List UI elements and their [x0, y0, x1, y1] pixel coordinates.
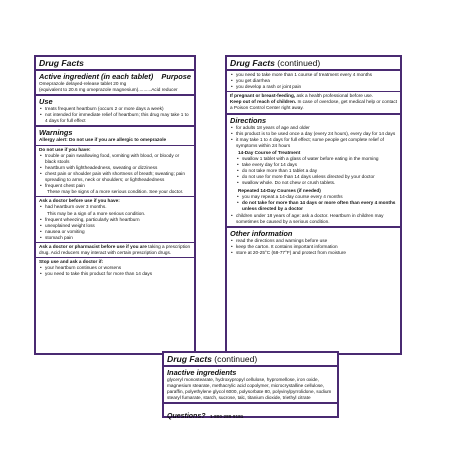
other-info-item: • store at 20-25°C (68-77°F) and protect from moisture [236, 250, 397, 256]
repeat-heading: Repeated 14-Day Courses (if needed) [238, 187, 321, 193]
ask-doctor-item: • unexplained weight loss [45, 223, 191, 229]
questions-section [164, 404, 337, 424]
course-item: • swallow whole. Do not chew or crush tablets. [242, 180, 397, 186]
active-ingredient-section [36, 71, 194, 94]
inactive-text: glyceryl monostearate, hydroxypropyl cellulose, hypromellose, iron oxide, magnesium stearate, methacrylic acid copolymer, microcrystalline cellulose, paraffin, polyethylene glycol 6000, polysorbate 80, polyvinylpyrrolidone, sodium stearyl fumarate, starch, sucrose, talc, titanium dioxide, triethyl citrate [167, 377, 332, 401]
drug-facts-panel-right [225, 55, 402, 355]
other-info-item: • read the directions and warnings before use [236, 238, 397, 244]
active-line-2: (equivalent to 20.6 mg omeprazole magnesium)..........Acid reducer [39, 87, 178, 93]
stop-use-item: • you develop a rash or joint pain [236, 84, 397, 90]
panel-title: Drug Facts [39, 58, 84, 68]
use-section [36, 96, 194, 125]
stop-use-item: • you need to take this product for more than 14 days [45, 271, 191, 277]
other-info-heading: Other information [230, 229, 293, 239]
purpose-heading: Purpose [161, 72, 191, 81]
do-not-use-item: • trouble or pain swallowing food, vomiting with blood, or bloody or black stools [45, 153, 191, 165]
children-item: • children under 18 years of age: ask a doctor. Heartburn in children may sometimes be caused by a serious condition. [236, 213, 397, 225]
panel-title: Drug Facts [167, 354, 212, 364]
repeat-item: • you may repeat a 14-day course every 4 months [242, 194, 397, 200]
other-info-section [227, 228, 400, 257]
stop-use-item: • you need to take more than 1 course of treatment every 4 months [236, 72, 397, 78]
keep-away-text: In case of overdose, get medical help or contact a Poison Control Center right away. [230, 99, 398, 111]
ask-doctor-item: • frequent wheezing, particularly with heartburn [45, 217, 191, 223]
inactive-heading: Inactive ingredients [167, 368, 237, 377]
continued-label: (continued) [277, 58, 321, 68]
questions-phone: 1-800-289-9181 [209, 414, 244, 420]
warnings-section [36, 127, 194, 144]
use-heading: Use [39, 97, 53, 107]
use-item: • not intended for immediate relief of heartburn; this drug may take 1 to 4 days for full effect [45, 112, 191, 124]
do-not-use-item: • frequent chest pain [45, 183, 191, 189]
course-item: • take every day for 14 days [242, 162, 397, 168]
stop-use-continued [227, 71, 400, 91]
continued-label: (continued) [214, 354, 258, 364]
ask-pharmacist-heading: Ask a doctor or pharmacist before use if you are [39, 243, 147, 249]
ask-doctor-item: • nausea or vomiting [45, 229, 191, 235]
repeat-item: • do not take for more than 14 days or more often than every 4 months unless directed by a doctor [242, 200, 397, 212]
course-heading: 14-Day Course of Treatment [238, 149, 301, 155]
stop-use-item: • your heartburn continues or worsens [45, 265, 191, 271]
use-item: • treats frequent heartburn (occurs 2 or more days a week) [45, 106, 191, 112]
stop-use-heading: Stop use and ask a doctor if: [39, 259, 104, 265]
do-not-use-item: • chest pain or shoulder pain with shortness of breath; sweating; pain spreading to arms, neck or shoulders; or lightheadedness [45, 171, 191, 183]
pregnancy-text: ask a health professional before use. [296, 93, 374, 99]
active-line-1: Omeprazole delayed-release tablet 20 mg [39, 81, 127, 86]
stop-use-item: • you get diarrhea [236, 78, 397, 84]
keep-away-bold: Keep out of reach of children. [230, 99, 297, 105]
active-ingredient-heading: Active ingredient (in each tablet) [39, 72, 154, 81]
ask-doctor-sub: This may be a sign of a more serious condition. [47, 210, 146, 216]
course-item: • do not use for more than 14 days unless directed by your doctor [242, 174, 397, 180]
directions-heading: Directions [230, 115, 267, 125]
directions-item: • for adults 18 years of age and older [236, 125, 397, 131]
stop-use-section [36, 258, 194, 278]
panel-title: Drug Facts [230, 58, 275, 68]
ask-doctor-item: • had heartburn over 3 months. [45, 204, 191, 210]
ask-pharmacist-text: taking a prescription drug. Acid reducers may interact with certain prescription drugs. [39, 243, 191, 256]
ask-pharmacist-section [36, 243, 194, 257]
do-not-use-item: • heartburn with lightheadedness, sweating or dizziness [45, 165, 191, 171]
directions-section [227, 115, 400, 227]
drug-facts-panel-left [34, 55, 196, 355]
questions-heading: Questions? [167, 413, 206, 421]
pregnancy-section [227, 92, 400, 112]
allergy-alert: Allergy alert: Do not use if you are allergic to omeprazole [39, 137, 167, 143]
do-not-use-note: These may be signs of a more serious condition. See your doctor. [47, 189, 184, 195]
directions-item: • it may take 1 to 4 days for full effect; some people get complete relief of symptoms within 24 hours [236, 137, 397, 149]
course-item: • do not take more than 1 tablet a day [242, 168, 397, 174]
inactive-ingredients-section [164, 367, 337, 402]
ask-doctor-heading: Ask a doctor before use if you have: [39, 198, 120, 204]
drug-facts-panel-bottom [162, 351, 339, 421]
directions-item: • this product is to be used once a day (every 24 hours), every day for 14 days [236, 131, 397, 137]
ask-doctor-item: • stomach pain [45, 235, 191, 241]
warnings-heading: Warnings [39, 128, 73, 138]
do-not-use-heading: Do not use if you have: [39, 146, 91, 152]
other-info-item: • keep the carton. It contains important information [236, 244, 397, 250]
pregnancy-bold: If pregnant or breast-feeding, [230, 93, 296, 99]
do-not-use-section [36, 146, 194, 197]
course-item: • swallow 1 tablet with a glass of water before eating in the morning [242, 156, 397, 162]
ask-doctor-section [36, 197, 194, 242]
